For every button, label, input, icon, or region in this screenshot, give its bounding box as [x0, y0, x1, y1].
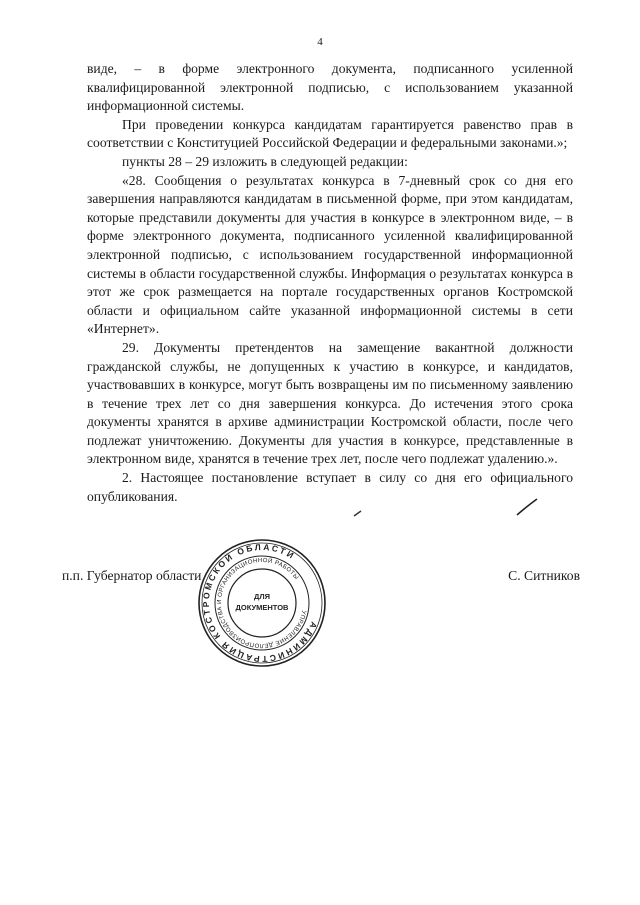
- paragraph-continuation: виде, – в форме электронного документа, подписанного усиленной квалифицированной электронной подписью, с использованием указанной информационной системы.: [87, 61, 573, 114]
- official-seal: [196, 537, 328, 669]
- seal-center-line2: ДОКУМЕНТОВ: [235, 603, 289, 612]
- signatory-position: п.п. Губернатор области: [62, 568, 202, 583]
- seal-icon: [196, 537, 328, 669]
- pen-stroke-icon: [514, 496, 540, 518]
- paragraph-equality: При проведении конкурса кандидатам гарантируется равенство прав в соответствии с Конституцией Российской Федерации и федеральными законами.»;: [87, 116, 573, 151]
- document-body: [87, 60, 573, 506]
- paragraph-item-29: 29. Документы претендентов на замещение вакантной должности гражданской службы, не допущенных к участию в конкурсе, и кандидатов, участвовавших в конкурсе, могут быть возвращены им по письменному заявлению в течение трех лет со дня завершения конкурса. До истечения этого срока документы хранятся в архиве администрации Костромской области, после чего подлежат уничтожению. Документы для участия в конкурсе, представленные в электронном виде, хранятся в течение трех лет, после чего подлежат удалению.».: [87, 339, 573, 467]
- paragraph-effective-date: 2. Настоящее постановление вступает в силу со дня его официального опубликования.: [87, 470, 573, 504]
- paragraph-amendment-intro: пункты 28 – 29 изложить в следующей редакции:: [122, 153, 408, 169]
- seal-outer-text: АДМИНИСТРАЦИЯ КОСТРОМСКОЙ ОБЛАСТИ: [200, 541, 320, 665]
- paragraph-item-28: «28. Сообщения о результатах конкурса в 7-дневный срок со дня его завершения направляются кандидатам в письменной форме, при этом кандидатам, которые представили документы для участия в конкурсе в электронном виде, – в форме электронного документа, подписанного усиленной квалифицированной электронной подписью, с использованием государственной информационной системы в области государственной службы. Информация о результатах конкурса в этот же срок размещается на портале государственных органов Костромской области и официальном сайте указанной информационной системы в сети «Интернет».: [87, 172, 573, 337]
- page-number: 4: [317, 36, 323, 48]
- pen-tick-icon: [352, 508, 364, 518]
- seal-center-line1: ДЛЯ: [254, 592, 270, 601]
- signatory-name: С. Ситников: [508, 568, 580, 583]
- seal-inner-text: УПРАВЛЕНИЕ ДЕЛОПРОИЗВОДСТВА И ОРГАНИЗАЦИОННОЙ РАБОТЫ: [216, 557, 307, 649]
